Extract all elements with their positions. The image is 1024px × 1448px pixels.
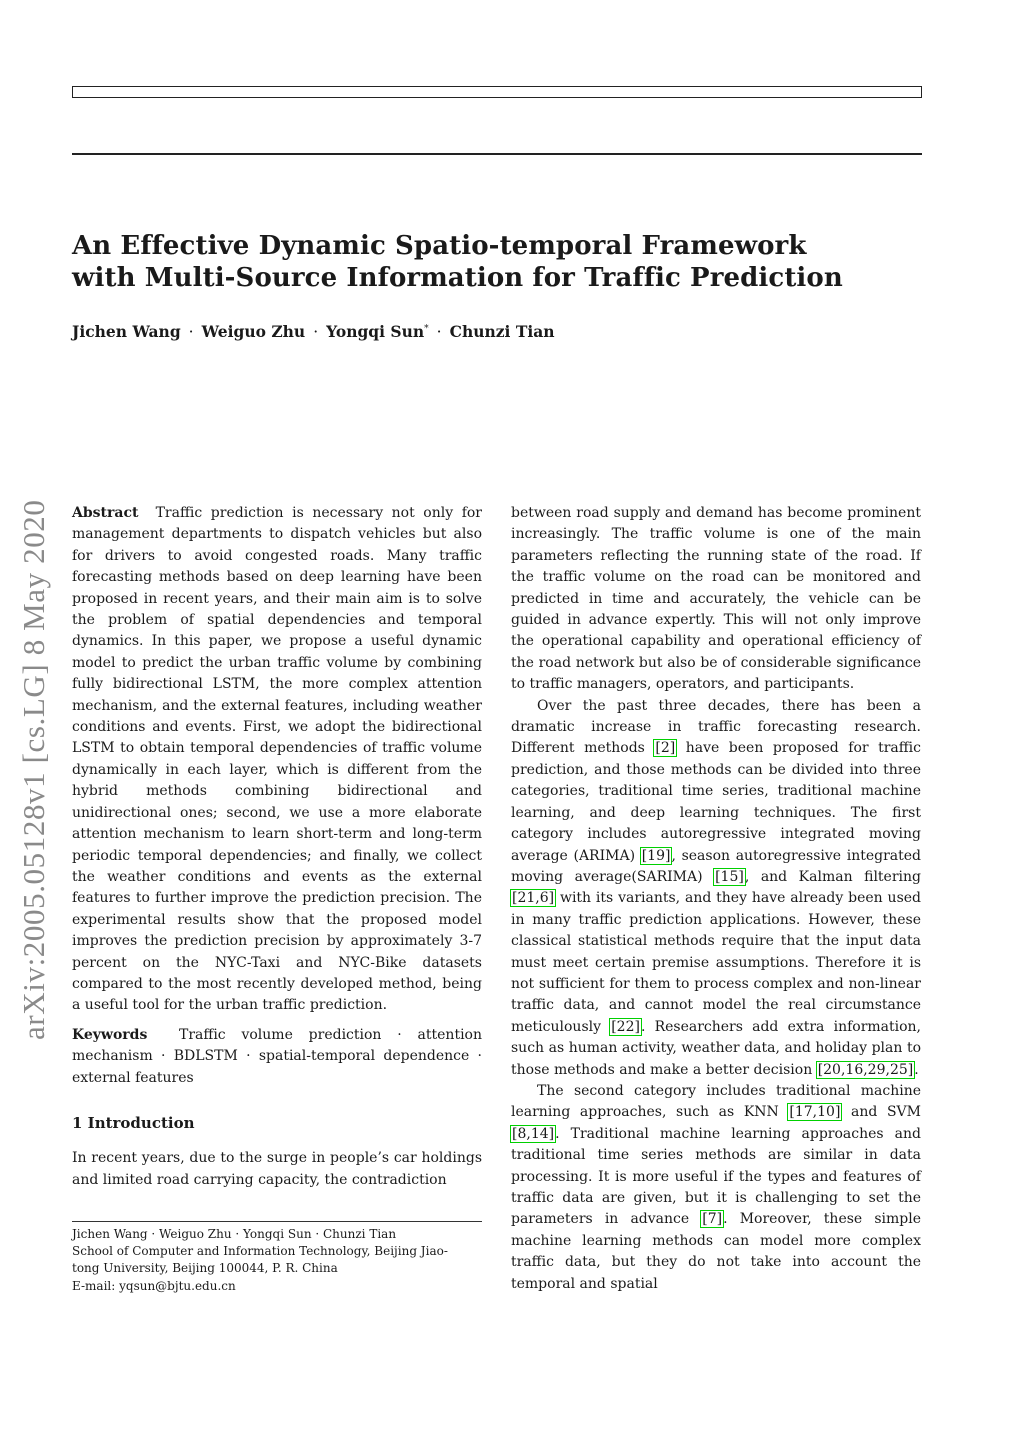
- author-separator: ·: [313, 323, 319, 341]
- section-number: 1: [72, 1113, 83, 1132]
- text-run: The second category includes traditional machine learning approaches, such as KNN: [511, 1082, 921, 1121]
- arxiv-identifier-stamp: arXiv:2005.05128v1 [cs.LG] 8 May 2020: [16, 499, 51, 1040]
- citation-link[interactable]: [15]: [715, 868, 744, 885]
- left-column: [72, 503, 482, 1191]
- author-name: Yongqi Sun: [326, 322, 425, 341]
- citation-link[interactable]: [19]: [641, 847, 671, 864]
- text-run: , season autoregressive integrated moving average(SARIMA): [511, 847, 922, 885]
- citation-link[interactable]: [7]: [702, 1211, 723, 1228]
- footnote-email: E-mail: yqsun@bjtu.edu.cn: [72, 1278, 236, 1293]
- text-run: have been proposed for traffic prediction, and those methods can be divided into three categories, traditional time series, traditional machine learning, and deep learning techniques. The first category includes autoregressive integrated moving average (ARIMA): [511, 740, 921, 864]
- citation-link[interactable]: [2]: [655, 740, 676, 757]
- text-run: . Researchers add extra information, such as human activity, weather data, and holiday plan to those methods and make a better decision: [511, 1018, 922, 1078]
- text-run: , and Kalman filtering: [744, 868, 921, 885]
- abstract-label: Abstract: [72, 505, 139, 521]
- footnote-affiliation-line-1: School of Computer and Information Technology, Beijing Jiao-: [72, 1244, 448, 1259]
- text-run: .: [914, 1061, 919, 1078]
- footnote-affiliation-line-2: tong University, Beijing 100044, P. R. China: [72, 1261, 338, 1276]
- abstract: [72, 503, 482, 1017]
- author-name: Jichen Wang: [72, 322, 181, 341]
- corresponding-author-mark: *: [424, 323, 429, 334]
- keywords-label: Keywords: [72, 1026, 148, 1043]
- paper-title-line-2: with Multi-Source Information for Traffic Prediction: [72, 263, 843, 293]
- intro-paragraph-start: In recent years, due to the surge in people’s car holdings and limited road carrying capacity, the contradiction: [72, 1150, 482, 1188]
- intro-paragraph-2: [511, 696, 921, 1081]
- author-separator: ·: [436, 323, 442, 341]
- author-name: Weiguo Zhu: [201, 322, 306, 341]
- section-title: Introduction: [87, 1113, 195, 1132]
- intro-paragraph-3: [511, 1081, 921, 1295]
- section-heading-introduction: [72, 1113, 482, 1134]
- author-separator: ·: [188, 323, 194, 341]
- text-run: . Traditional machine learning approaches and traditional time series methods are similar in data processing. It is more useful if the types and features of traffic data are given, but it is challenging to set the parameters in advance: [511, 1125, 921, 1228]
- citation-link[interactable]: [17,10]: [789, 1104, 841, 1121]
- paper-title-line-1: An Effective Dynamic Spatio-temporal Framework: [72, 231, 807, 261]
- author-name: Chunzi Tian: [449, 322, 555, 341]
- citation-link[interactable]: [8,14]: [512, 1125, 555, 1142]
- keywords: [72, 1025, 482, 1089]
- author-list: [72, 322, 555, 341]
- abstract-text: Traffic prediction is necessary not only for management departments to dispatch vehicles but also for drivers to avoid congested roads. Many traffic forecasting methods based on deep learning have been proposed in recent years, and their main aim is to solve the problem of spatial dependencies and temporal dynamics. In this paper, we propose a useful dynamic model to predict the urban traffic volume by combining fully bidirectional LSTM, the more complex attention mechanism, and the external features, including weather conditions and events. First, we adopt the bidirectional LSTM to obtain temporal dependencies of traffic volume dynamically in each layer, which is different from the hybrid methods combining bidirectional and unidirectional ones; second, we use a more elaborate attention mechanism to learn short-term and long-term periodic temporal dependencies; and finally, we collect the weather conditions and events as the external features to further improve the prediction precision. The experimental results show that the proposed model improves the prediction precision by approximately 3-7 percent on the NYC-Taxi and NYC-Bike datasets compared to the most recently developed method, being a useful tool for the urban traffic prediction.: [72, 505, 482, 1014]
- text-run: and SVM: [841, 1104, 922, 1121]
- keywords-text: Traffic volume prediction · attention mechanism · BDLSTM · spatial-temporal dependence · external features: [72, 1026, 482, 1086]
- footnote-authors: Jichen Wang · Weiguo Zhu · Yongqi Sun · Chunzi Tian: [72, 1227, 397, 1241]
- citation-link[interactable]: [21,6]: [512, 890, 555, 907]
- text-run: Over the past three decades, there has been a dramatic increase in traffic forecasting research. Different methods: [511, 697, 921, 757]
- right-column: [511, 503, 921, 1295]
- text-run: with its variants, and they have already been used in many traffic prediction applications. However, these classical statistical methods require that the input data must meet certain premise assumptions. Therefore it is not sufficient for them to process complex and non-linear traffic data, and cannot model the real circumstance meticulously: [511, 890, 921, 1035]
- author-footnote: [72, 1221, 482, 1295]
- citation-link[interactable]: [20,16,29,25]: [817, 1061, 914, 1078]
- paper-title: [72, 230, 922, 294]
- header-rule: [72, 153, 922, 155]
- citation-link[interactable]: [22]: [611, 1018, 640, 1035]
- text-run: . Moreover, these simple machine learning methods can model more complex traffic data, but they do not take into account the temporal and spatial: [511, 1211, 921, 1292]
- running-header-box: [72, 86, 922, 98]
- intro-paragraph-1: between road supply and demand has become prominent increasingly. The traffic volume is one of the main parameters reflecting the running state of the road. If the traffic volume on the road can be monitored and predicted in time and accurately, the vehicle can be guided in advance expertly. This will not only improve the operational capability and operational efficiency of the road network but also be of considerable significance to traffic managers, operators, and participants.: [511, 505, 921, 693]
